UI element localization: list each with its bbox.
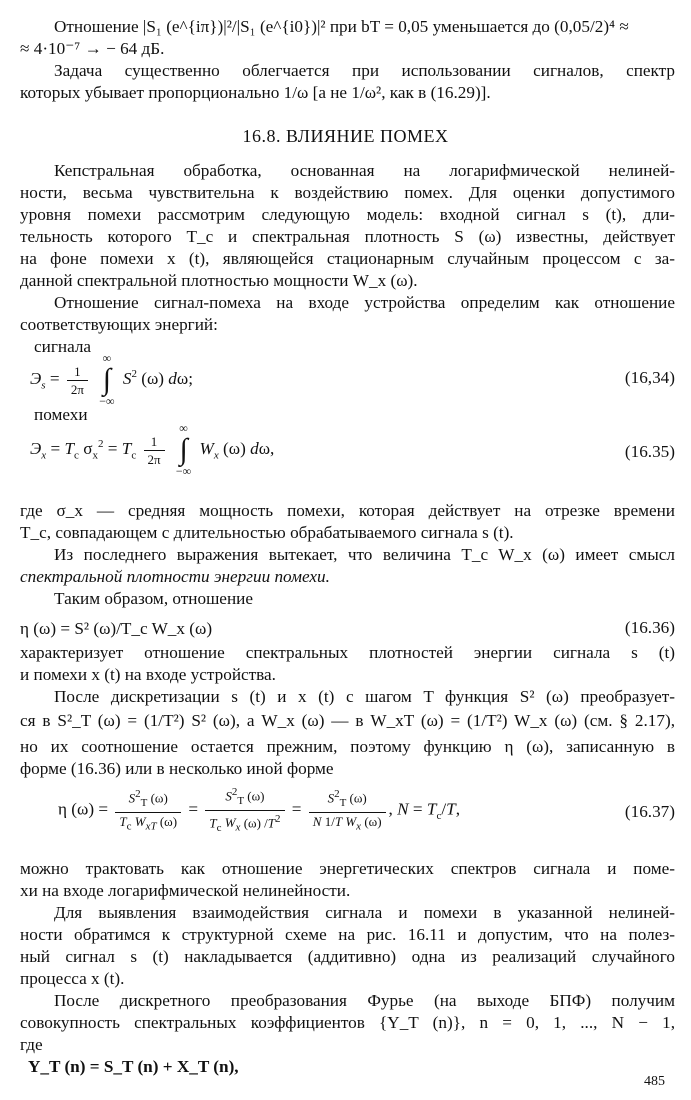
- text-line: на фоне помехи x (t), являющейся стационарным случайным процессом с за-: [20, 249, 675, 268]
- text-line: После дискретизации s (t) и x (t) с шагом T функция S² (ω) преобразует-: [54, 687, 675, 706]
- text-line: и помехи x (t) на входе устройства.: [20, 665, 276, 684]
- text-line: где σ_x — средняя мощность помехи, которая действует на отрезке времени: [20, 501, 675, 520]
- equation-16-35: $Э_x = T_c$ $\sigma_x^2 = T_c$ $\frac{1}{2\pi}$ ∞ ∫ −∞ $W_x$ (ω) dω,: [30, 421, 275, 478]
- text-line: Задача существенно облегчается при использовании сигналов, спектр: [54, 61, 675, 80]
- equation-16-37: η (ω) = $\frac{S^2_T (\omega)}{T_c W_{xT} (\omega)}$ = $\frac{S^2_T (\omega)}{T_c W_x (\omega) /T^2}$ = $\frac{S^2_T (\omega)}{N 1/T W_x (\omega)}$ , $N = T_c/T$,: [58, 786, 460, 834]
- text-line: ≈ 4·10⁻⁷ → − 64 дБ.: [20, 39, 165, 58]
- text-line: ности, весьма чувствительна к воздействию помех. Для оценки допустимого: [20, 183, 675, 202]
- text-line: После дискретного преобразования Фурье (на выходе БПФ) получим: [54, 991, 675, 1010]
- text-line: T_c, совпадающем с длительностью обрабатываемого сигнала s (t).: [20, 523, 514, 542]
- equation-16-36: η (ω) = S² (ω)/T_c W_x (ω): [20, 619, 213, 638]
- equation-final: Y_T (n) = S_T (n) + X_T (n),: [28, 1057, 239, 1076]
- text-line: Отношение |S₁ (e^{iπ})|²/|S₁ (e^{i0})|² при bT = 0,05 уменьшается до (0,05/2)⁴ ≈: [54, 17, 629, 36]
- text-line: Отношение сигнал-помеха на входе устройства определим как отношение: [54, 293, 675, 312]
- page-number: 485: [644, 1074, 665, 1089]
- signal-label: сигнала: [34, 337, 92, 356]
- equation-number: (16.35): [624, 442, 675, 461]
- text-line: Из последнего выражения вытекает, что величина T_c W_x (ω) имеет смысл: [54, 545, 675, 564]
- text-line: которых убывает пропорционально 1/ω [а не 1/ω², как в (16.29)].: [20, 83, 491, 102]
- text-line: но их соотношение остается прежним, поэтому функцию η (ω), записанную в: [20, 737, 675, 756]
- text-line: соответствующих энергий:: [20, 315, 218, 334]
- section-heading: 16.8. ВЛИЯНИЕ ПОМЕХ: [242, 126, 449, 146]
- text-line: где: [20, 1035, 43, 1054]
- text-line: уровня помехи рассмотрим следующую модель: входной сигнал s (t), дли-: [20, 205, 675, 224]
- text-line: форме (16.36) или в несколько иной форме: [20, 759, 334, 778]
- noise-label: помехи: [34, 405, 88, 424]
- text-line: ный сигнал s (t) накладывается (аддитивно) одна из реализаций случайного: [20, 947, 675, 966]
- equation-16-34: $Э_s$ = $\frac{1}{2\pi}$ ∞ ∫ −∞ $S^2$ (ω) dω;: [30, 351, 193, 408]
- text-line: спектральной плотности энергии помехи.: [20, 567, 330, 586]
- text-line: процесса x (t).: [20, 969, 125, 988]
- text-line: характеризует отношение спектральных плотностей энергии сигнала s (t): [20, 643, 675, 662]
- text-line: Для выявления взаимодействия сигнала и помехи в указанной нелиней-: [54, 903, 675, 922]
- text-line: хи на входе логарифмической нелинейности.: [20, 881, 351, 900]
- text-line: данной спектральной плотностью мощности W_x (ω).: [20, 271, 418, 290]
- text-line: совокупность спектральных коэффициентов {Y_T (n)}, n = 0, 1, ..., N − 1,: [20, 1013, 675, 1032]
- text-line: тельность которого T_c и спектральная плотность S (ω) известны, действует: [20, 227, 675, 246]
- equation-number: (16.36): [624, 618, 675, 637]
- text-line: ности обратимся к структурной схеме на рис. 16.11 и допустим, что на полез-: [20, 925, 675, 944]
- text-line: можно трактовать как отношение энергетических спектров сигнала и поме-: [20, 859, 675, 878]
- equation-number: (16.37): [624, 802, 675, 821]
- equation-number: (16,34): [624, 368, 675, 387]
- text-line: Кепстральная обработка, основанная на логарифмической нелиней-: [54, 161, 675, 180]
- text-line: Таким образом, отношение: [54, 589, 253, 608]
- text-line: ся в S²_T (ω) = (1/T²) S² (ω), а W_x (ω) — в W_xT (ω) = (1/T²) W_x (ω) (см. § 2.17),: [20, 711, 675, 730]
